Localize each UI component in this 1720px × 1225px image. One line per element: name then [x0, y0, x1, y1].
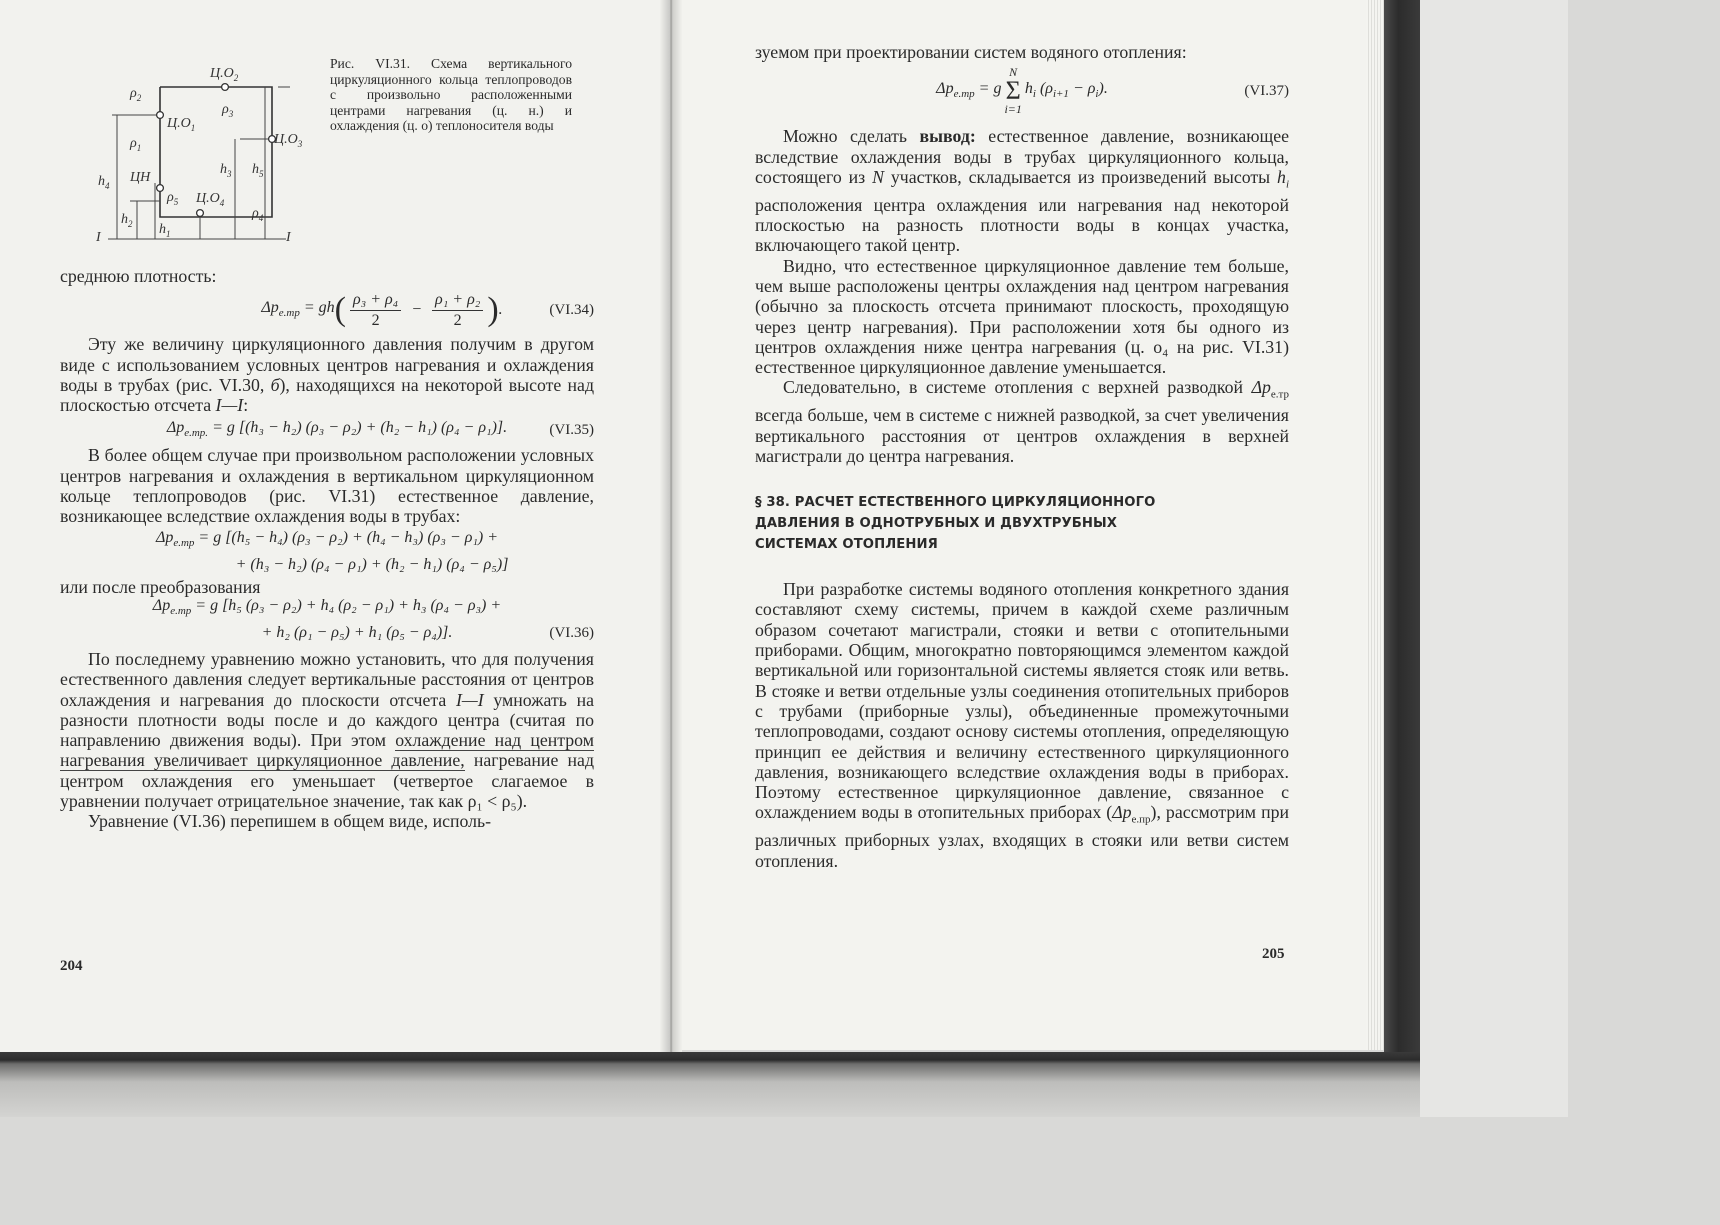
node-cn: [157, 185, 164, 192]
paragraph-1: Эту же величину циркуляционного давления получим в другом виде с использованием условных центров нагревания и охлаждения воды в трубах (рис. VI.30, б), находящихся на некоторой высоте над плоскостью отсчета I—I:: [60, 334, 594, 416]
page-number-left: 204: [60, 958, 83, 974]
page-edges: [1366, 0, 1384, 1050]
node-co4: [197, 210, 204, 217]
label-rho5: $\rho_5$: [167, 190, 179, 207]
label-h5: $h_5$: [252, 162, 264, 179]
intro-line: среднюю плотность:: [60, 266, 217, 286]
right-paragraph-1: Можно сделать вывод: естественное давление, возникающее вследствие охлаждения воды в трубах циркуляционного кольца, состоящего из N участков, складывается из произведений высоты $h_i$ расположения центра охлаждения или нагревания над некоторой плоскостью на разность плотности воды в концах участка, включающего такой центр.: [755, 126, 1289, 256]
equation-vi-35: $\Delta p_{е.тр.} = g$ [(h₃ − h₂) (ρ₃ − ρ₂) + (h₂ − h₁) (ρ₄ − ρ₁)]. (VI.35): [166, 418, 594, 439]
left-page-text: [60, 266, 594, 832]
book-gutter: [660, 0, 682, 1062]
equation-vi-37: $\Delta p_{е.тр} = g$ N Σ i=1 $h_i$ $(\rho_{i+1} - \rho_i)$. (VI.37): [936, 65, 1289, 117]
equation-number-vi-36: (VI.36): [549, 624, 594, 641]
label-co1: $Ц.О_1$: [167, 116, 196, 133]
equation-number-vi-34: (VI.34): [549, 302, 594, 319]
label-co3: $Ц.О_3$: [274, 132, 303, 149]
section-title: § 38. РАСЧЕТ ЕСТЕСТВЕННОГО ЦИРКУЛЯЦИОННОГО ДАВЛЕНИЯ В ОДНОТРУБНЫХ И ДВУХТРУБНЫХ СИСТЕМАХ ОТОПЛЕНИЯ: [755, 495, 1156, 553]
label-plane-left: I: [96, 230, 101, 245]
equation-general-line-2: + (h₃ − h₂) (ρ₄ − ρ₁) + (h₂ − h₁) (ρ₄ − ρ₅)]: [235, 555, 509, 573]
node-co1: [157, 112, 164, 119]
label-co4: $Ц.О_4$: [196, 191, 225, 208]
label-rho4: $\rho_4$: [252, 206, 264, 223]
right-paragraph-2: Видно, что естественное циркуляционное давление тем больше, чем выше расположены центры охлаждения над центром нагревания (обычно за плоскость отсчета принимают плоскость, проходящую через центр нагревания). При расположении хотя бы одного из центров охлаждения ниже центра нагревания (ц. о₄ на рис. VI.31) естественное циркуляционное давление уменьшается.: [755, 255, 1289, 378]
label-co2: $Ц.О_2$: [210, 66, 239, 83]
label-h4: $h_4$: [98, 174, 110, 191]
right-paragraph-3: Следовательно, в системе отопления с верхней разводкой $\Delta p_{е.тр}$ всегда больше, чем в системе с нижней разводкой, за счет увеличения вертикального расстояния от центров охлаждения в верхней магистрали до центра нагревания.: [755, 377, 1289, 466]
equation-vi-34: $\Delta p_{е.тр}$ = gh ( ρ₃ + ρ₄ 2 − $\frac{\text{ρ₁ + ρ₂}}{2}$ ) . (VI.34): [261, 290, 594, 329]
node-co2: [222, 84, 229, 91]
paragraph-4: Уравнение (VI.36) перепишем в общем виде, исполь-: [88, 811, 492, 832]
underlined-phrase: охлаждение над центром нагревания увеличивает циркуляционное давление,: [60, 730, 594, 771]
equation-number-vi-35: (VI.35): [549, 422, 594, 439]
transform-line: или после преобразования: [60, 576, 261, 597]
label-h3: $h_3$: [220, 162, 232, 179]
label-rho3: $\rho_3$: [222, 102, 234, 119]
label-h2: $h_2$: [121, 212, 133, 229]
page-number-right: 205: [1262, 946, 1285, 962]
paragraph-3: По последнему уравнению можно установить, что для получения естественного давления следует вертикальные расстояния от центров охлаждения и нагревания до плоскости отсчета I—I умножать на разности плотности воды после и до каждого центра (считая по направлению движения воды). При этом охлаждение над центром нагревания увеличивает циркуляционное давление, нагревание над центром охлаждения его уменьшает (четвертое слагаемое в уравнении получает отрицательное значение, так как ρ₁ < ρ₅).: [60, 648, 594, 812]
book-cover-right: [1384, 0, 1420, 1056]
equation-general-line-1: $\Delta p_{е.тр} = g$ [(h₅ − h₄) (ρ₃ − ρ₂) + (h₄ − h₃) (ρ₃ − ρ₁) +: [155, 528, 499, 550]
scanner-background: [1420, 0, 1568, 1117]
label-h1: $h_1$: [159, 222, 171, 239]
label-cn: ЦН: [130, 170, 151, 185]
label-rho1: $\rho_1$: [130, 136, 142, 153]
label-rho2: $\rho_2$: [130, 86, 142, 103]
book-cover-bottom: [0, 1052, 1420, 1117]
continuation-line: зуемом при проектировании систем водяного отопления:: [755, 42, 1187, 62]
paragraph-2: В более общем случае при произвольном расположении условных центров нагревания и охлаждения в вертикальном циркуляционном кольце теплопроводов (рис. VI.31) естественное давление, возникающее вследствие охлаждения воды в трубах:: [60, 445, 594, 527]
figure-caption: Рис. VI.31. Схема вертикального циркуляционного кольца теплопроводов с произвольно расположенными центрами нагревания (ц. н.) и охлаждения (ц. о) теплоносителя воды: [330, 56, 572, 134]
right-paragraph-4: При разработке системы водяного отопления конкретного здания составляют схему системы, причем в каждой схеме различным образом сочетают магистрали, стояки и ветви с отопительными приборами. Общим, многократно повторяющимся элементом каждой вертикальной или горизонтальной системы является стояк или ветвь. В стояке и ветви отдельные узлы соединения отопительных приборов с трубами (приборные узлы), объединенные промежуточными теплопроводами, создают основу системы отопления, определяющую принцип ее действия и величину естественного циркуляционного давления, возникающего вследствие охлаждения воды в приборах. Поэтому естественное циркуляционное давление, связанное с охлаждением воды в отопительных приборах $(\Delta p_{е.пр})$, рассмотрим при различных приборных узлах, входящих в стояки или ветви систем отопления.: [755, 579, 1289, 871]
circulation-ring-diagram: [90, 55, 305, 255]
right-page-text: [755, 42, 1289, 871]
equation-vi-36-line-1: $\Delta p_{е.тр} = g$ [h₅ (ρ₃ − ρ₂) + h₄ (ρ₂ − ρ₁) + h₃ (ρ₄ − ρ₃) +: [152, 597, 502, 618]
label-plane-right: I: [286, 230, 291, 245]
equation-number-vi-37: (VI.37): [1244, 83, 1289, 100]
equation-vi-36-line-2: + h₂ (ρ₁ − ρ₅) + h₁ (ρ₅ − ρ₄)]. (VI.36): [60, 621, 594, 645]
